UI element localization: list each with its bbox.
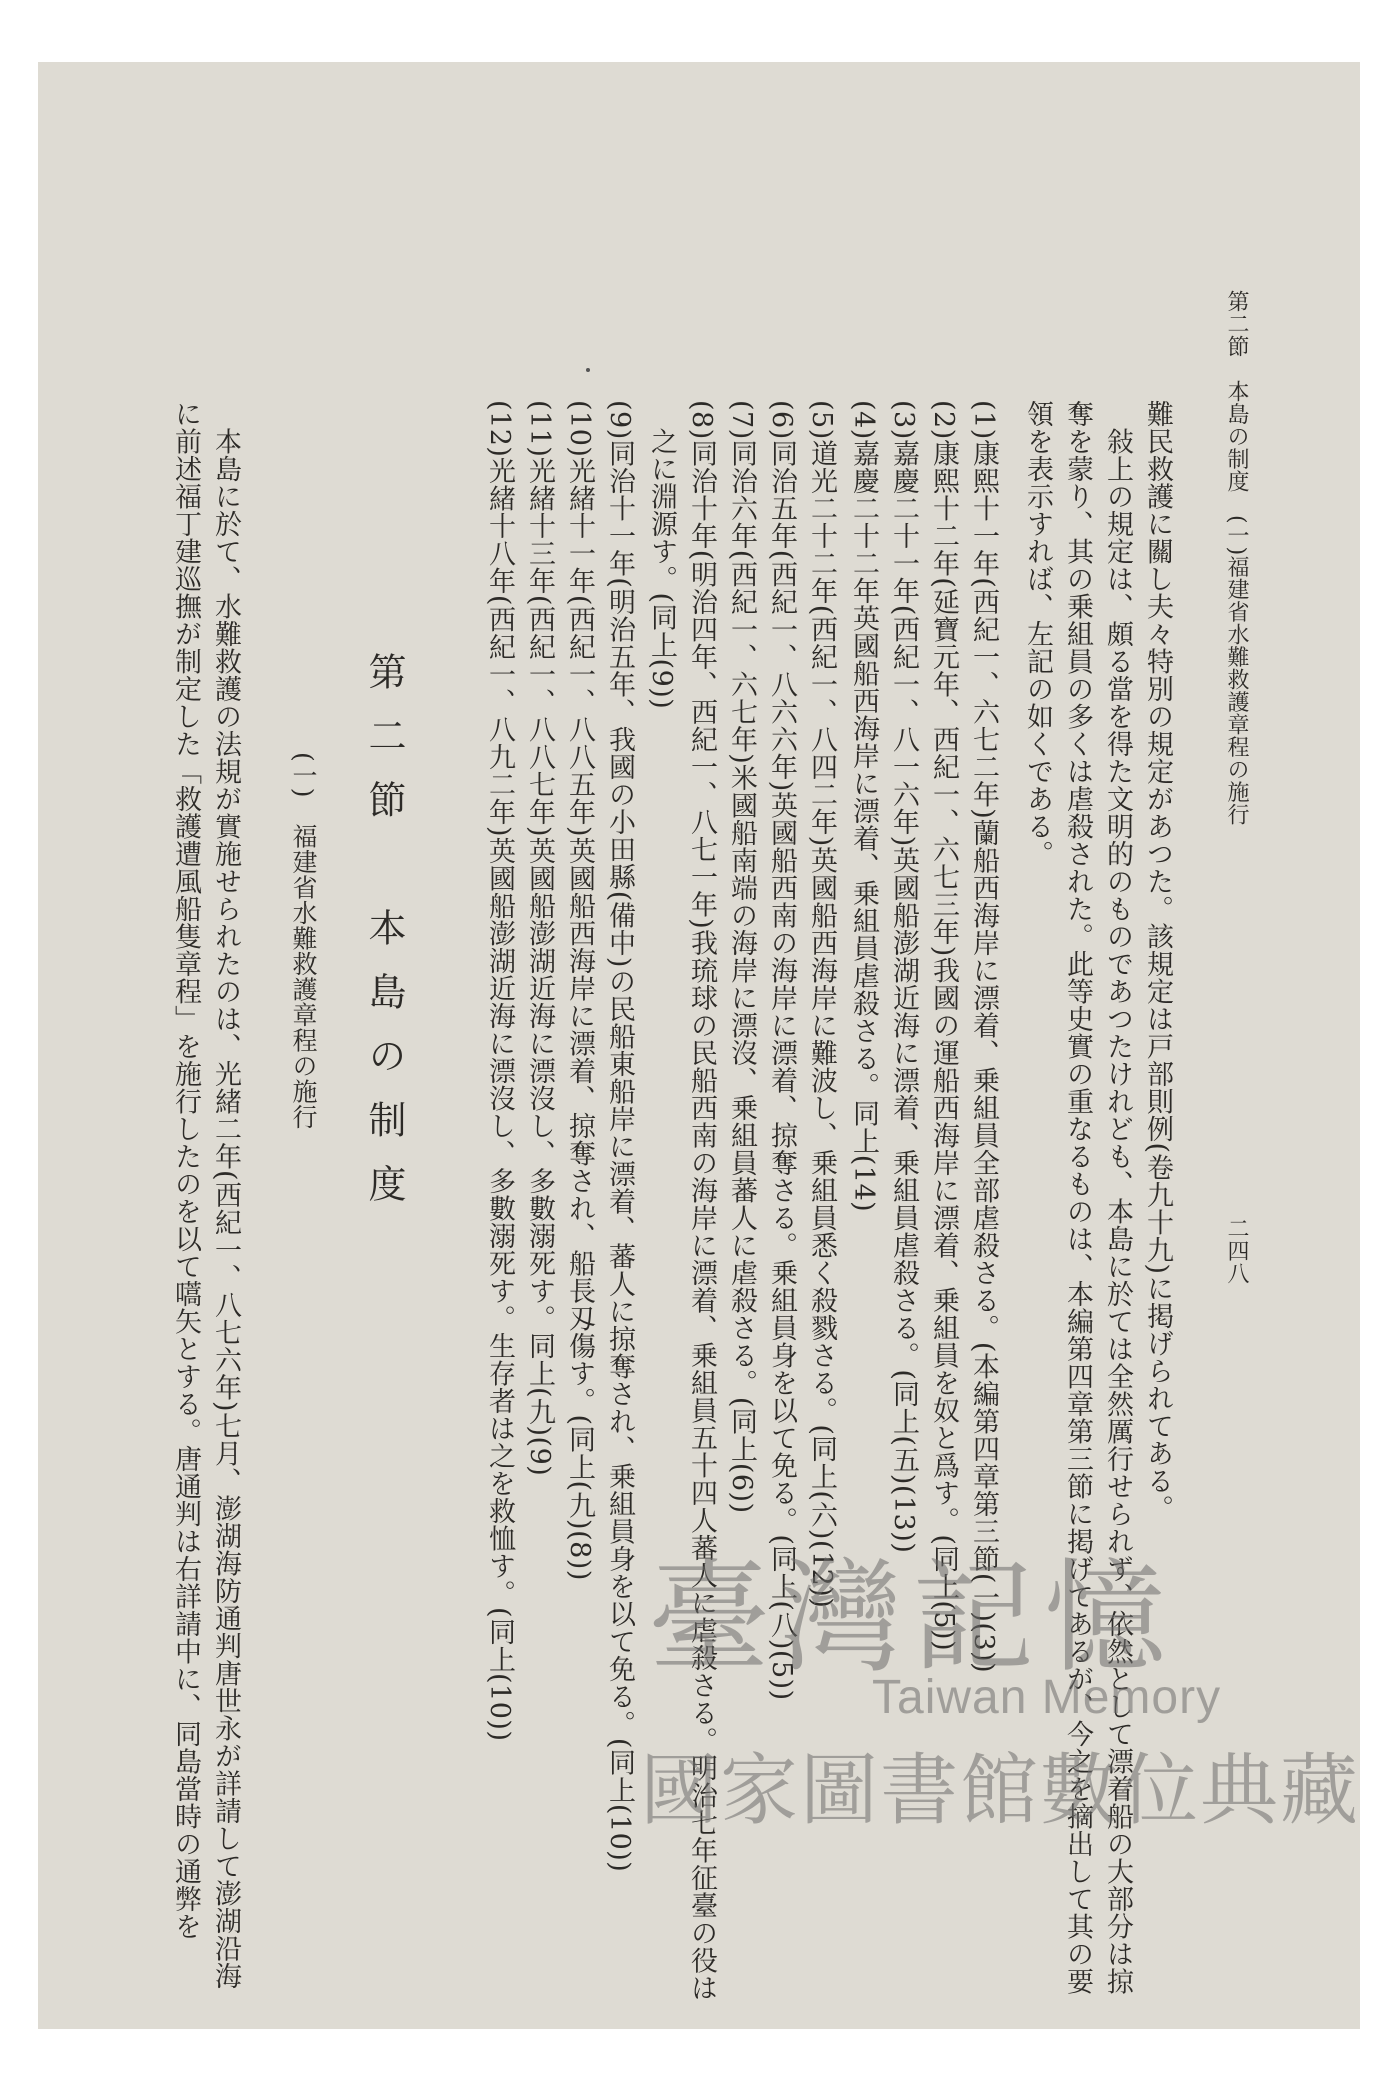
watermark-institution-text: 國家圖書館數位典藏: [640, 1746, 1361, 1836]
list-item: 之に淵源す。(同上(9)): [646, 400, 677, 710]
text-column: 難民救護に關し夫々特別の規定があつた。該規定は戸部則例(卷九十九)に掲げられてある。: [1142, 400, 1173, 1523]
text-column: 奪を蒙り、其の乗組員の多くは虐殺された。此等史實の重なるものは、本編第四章第三節に掲げてあるが、今之を摘出して其の要: [1062, 400, 1093, 1995]
watermark-logo-text: 臺灣記憶: [648, 1547, 1176, 1689]
list-item: (12)光緒十八年(西紀一、八九二年)英國船澎湖近海に漂沒し、多數溺死す。生存者は之を救恤す。(同上(10)): [484, 400, 515, 1742]
list-item: (1)康熙十一年(西紀一、六七二年)蘭船西海岸に漂着、乗組員全部虐殺さる。(本編第四章第三節(一)(3)): [968, 400, 999, 1674]
text-column: 敍上の規定は、頗る當を得た文明的のものであつたけれども、本島に於ては全然厲行せられず、依然として漂着船の大部分は掠: [1102, 400, 1133, 1995]
document-page: [38, 62, 1360, 2029]
list-item: (7)同治六年(西紀一、六七年)米國船南端の海岸に漂沒、乗組員蕃人に虐殺さる。(同上(6)): [726, 400, 757, 1514]
text-column: に前述福丁建巡撫が制定した「救護遭風船隻章程」を施行したのを以て嚆矢とする。唐通判は右詳請中に、同島當時の通弊を: [170, 400, 201, 1940]
section-title: 第二節 本島の制度: [362, 652, 406, 1228]
text-column: 本島に於て、水難救護の法規が實施せられたのは、光緒二年(西紀一、八七六年)七月、澎湖海防通判唐世永が詳請して澎湖沿海: [210, 400, 241, 1990]
list-item: (5)道光二十二年(西紀一、八四二年)英國船西海岸に難波し、乗組員悉く殺戮さる。(同上(六)(12)): [806, 400, 837, 1609]
list-item: (9)同治十一年(明治五年、我國の小田縣(備中)の民船東船岸に漂着、蕃人に掠奪され、乗組員身を以て免る。(同上(10)): [604, 400, 635, 1873]
list-item: (4)嘉慶二十二年英國船西海岸に漂着、乗組員虐殺さる。同上(14): [848, 400, 879, 1213]
list-item: (2)康熙十二年(延寶元年、西紀一、六七三年)我國の運船西海岸に漂着、乗組員を奴と爲す。(同上(5)): [928, 400, 959, 1652]
section-subtitle: (一) 福建省水難救護章程の施行: [289, 752, 318, 1130]
list-item: (6)同治五年(西紀一、八六六年)英國船西南の海岸に漂着、掠奪さる。乗組員身を以て免る。(同上(八)(5)): [766, 400, 797, 1701]
text-column: 領を表示すれば、左記の如くである。: [1022, 400, 1053, 868]
watermark-english-text: Taiwan Memory: [872, 1671, 1222, 1724]
list-item: (8)同治十年(明治四年、西紀一、八七一年)我琉球の民船西南の海岸に漂着、乗組員五十四人蕃人に虐殺さる。明治七年征臺の役は: [686, 400, 717, 2002]
list-item: (3)嘉慶二十一年(西紀一、八一六年)英國船澎湖近海に漂着、乗組員虐殺さる。(同上(五)(13)): [888, 400, 919, 1554]
list-item: (11)光緒十三年(西紀一、八八七年)英國船澎湖近海に漂沒し、多數溺死す。同上(九)(9): [524, 400, 555, 1477]
running-header: 第二節 本島の制度 (一)福建省水難救護章程の施行: [1224, 290, 1249, 826]
ink-speck: [586, 368, 590, 372]
list-item: (10)光緒十一年(西紀一、八八五年)英國船西海岸に漂着、掠奪され、船長刄傷す。(同上(九)(8)): [564, 400, 595, 1581]
page-number: 二四八: [1224, 1217, 1249, 1285]
